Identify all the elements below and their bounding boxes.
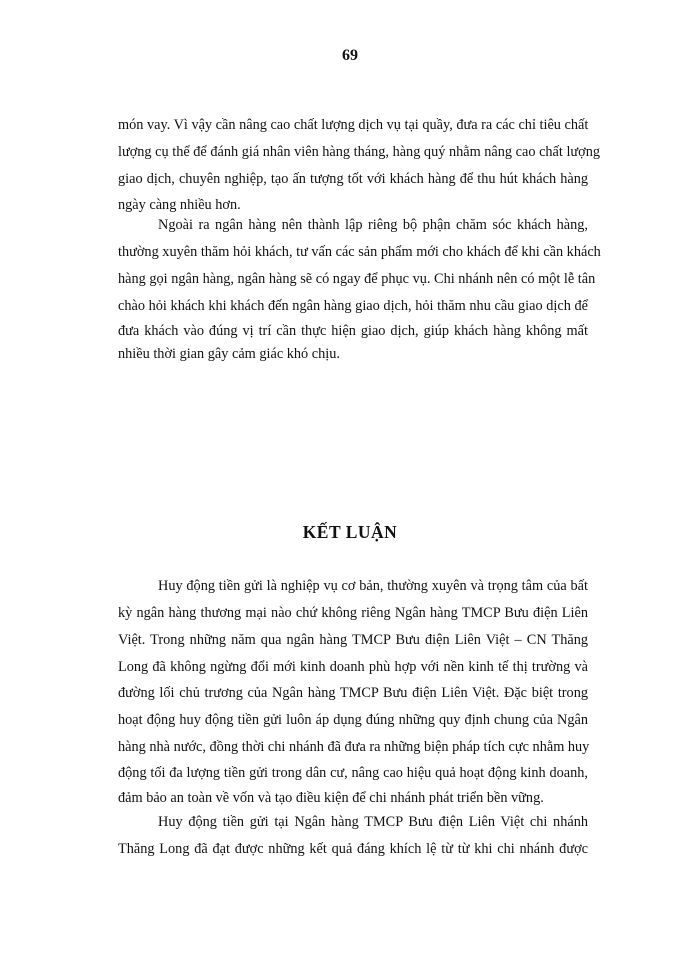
paragraph-1-line-3: giao dịch, chuyên nghiệp, tạo ấn tượng tốt với khách hàng để thu hút khách hàng [118, 171, 588, 187]
paragraph-2-line-4: chào hỏi khách khi khách đến ngân hàng giao dịch, hỏi thăm nhu cầu giao dịch để [118, 298, 588, 314]
paragraph-2-line-1: Ngoài ra ngân hàng nên thành lập riêng bộ phận chăm sóc khách hàng, [158, 217, 588, 233]
paragraph-2-line-6: nhiều thời gian gây cảm giác khó chịu. [118, 346, 340, 362]
paragraph-1-line-1: món vay. Vì vậy cần nâng cao chất lượng dịch vụ tại quầy, đưa ra các chỉ tiêu chất [118, 117, 589, 133]
page-number: 69 [342, 47, 358, 64]
paragraph-3-line-5: đường lối chủ trương của Ngân hàng TMCP Bưu điện Liên Việt. Đặc biệt trong [118, 685, 588, 701]
paragraph-3-line-2: kỳ ngân hàng thương mại nào chứ không riêng Ngân hàng TMCP Bưu điện Liên [118, 605, 588, 621]
paragraph-4-line-1: Huy động tiền gửi tại Ngân hàng TMCP Bưu điện Liên Việt chi nhánh [158, 814, 588, 830]
paragraph-3-line-7: hàng nhà nước, đồng thời chi nhánh đã đưa ra những biện pháp tích cực nhằm huy [118, 739, 590, 755]
paragraph-2-line-2: thường xuyên thăm hỏi khách, tư vấn các sản phẩm mới cho khách để khi cần khách [118, 244, 601, 260]
paragraph-3-line-1: Huy động tiền gửi là nghiệp vụ cơ bản, thường xuyên và trọng tâm của bất [158, 578, 588, 594]
paragraph-2-line-5: đưa khách vào đúng vị trí cần thực hiện giao dịch, giúp khách hàng không mất [118, 323, 588, 339]
paragraph-3-line-9: đảm bảo an toàn về vốn và tạo điều kiện để chi nhánh phát triển bền vững. [118, 790, 544, 806]
paragraph-1-line-2: lượng cụ thể để đánh giá nhân viên hàng tháng, hàng quý nhằm nâng cao chất lượng [118, 144, 601, 160]
paragraph-3-line-3: Việt. Trong những năm qua ngân hàng TMCP Bưu điện Liên Việt – CN Thăng [118, 632, 588, 648]
paragraph-3-line-8: động tối đa lượng tiền gửi trong dân cư, nâng cao hiệu quả hoạt động kinh doanh, [118, 765, 588, 781]
paragraph-3-line-6: hoạt động huy động tiền gửi luôn áp dụng đúng những quy định chung của Ngân [118, 712, 588, 728]
paragraph-2-line-3: hàng gọi ngân hàng, ngân hàng sẽ có ngay để phục vụ. Chi nhánh nên có một lễ tân [118, 271, 596, 287]
paragraph-4-line-2: Thăng Long đã đạt được những kết quả đáng khích lệ từ từ khi chi nhánh được [118, 841, 588, 857]
conclusion-heading: KẾT LUẬN [302, 522, 398, 542]
paragraph-3-line-4: Long đã không ngừng đổi mới kinh doanh phù hợp với nền kinh tế thị trường và [118, 659, 588, 675]
paragraph-1-line-4: ngày càng nhiều hơn. [118, 197, 241, 213]
